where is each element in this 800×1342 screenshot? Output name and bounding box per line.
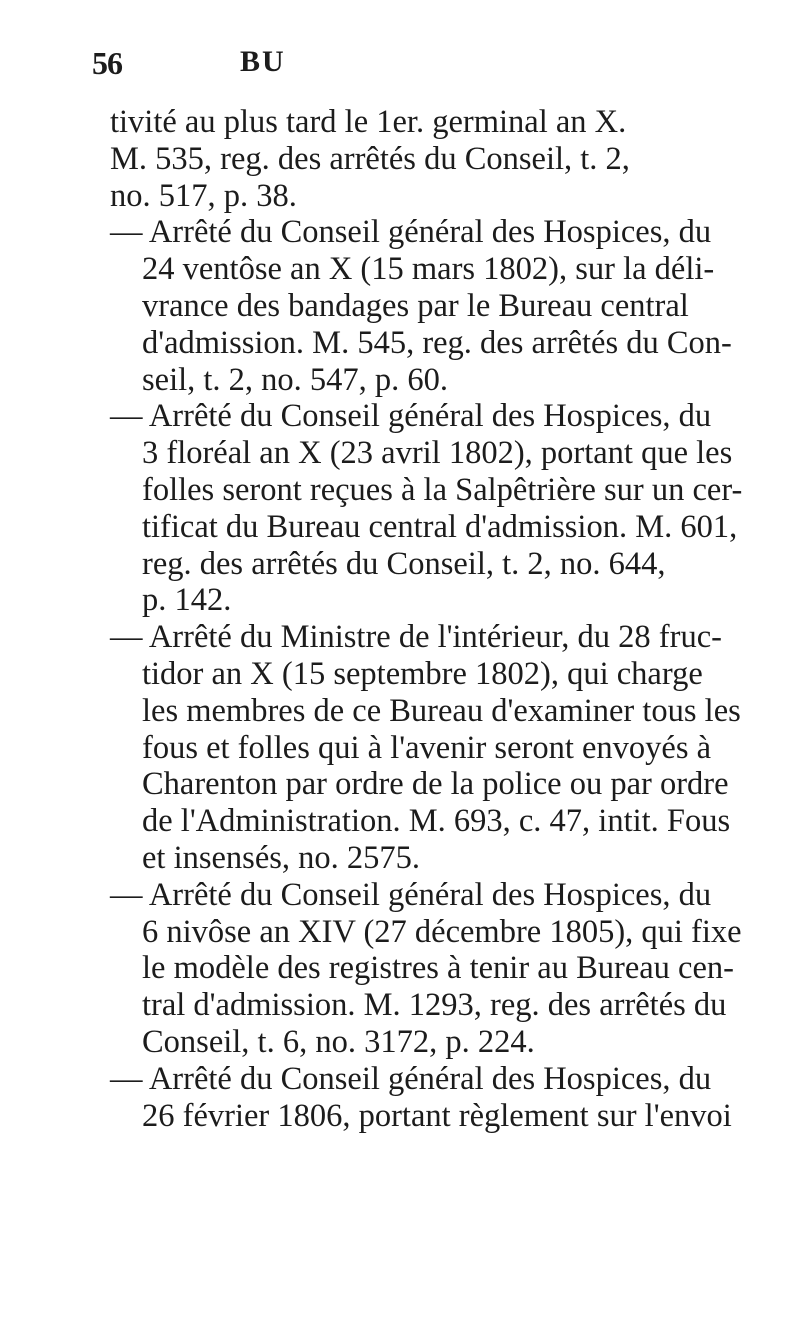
text-line: — Arrêté du Conseil général des Hospices, du [110,214,712,251]
text-line: Charenton par ordre de la police ou par ordre [142,766,729,803]
body-text [110,104,750,1134]
text-line: M. 535, reg. des arrêtés du Conseil, t. 2, [110,140,630,177]
text-line: — Arrêté du Conseil général des Hospices, du [110,398,712,435]
text-line: de l'Administration. M. 693, c. 47, intit. Fous [142,803,731,840]
text-line: tivité au plus tard le 1er. germinal an X. [110,104,627,140]
text-line: p. 142. [142,582,232,619]
text-line: 3 floréal an X (23 avril 1802), portant que les [142,435,733,472]
text-line: 26 février 1806, portant règlement sur l'envoi [142,1097,732,1134]
text-line: tificat du Bureau central d'admission. M. 601, [142,508,738,545]
text-line: — Arrêté du Ministre de l'intérieur, du 28 fruc- [110,619,722,656]
text-line: 6 nivôse an XIV (27 décembre 1805), qui fixe [142,913,742,950]
text-line: Conseil, t. 6, no. 3172, p. 224. [142,1023,535,1060]
text-line: tral d'admission. M. 1293, reg. des arrêtés du [142,987,727,1024]
text-line: le modèle des registres à tenir au Bureau cen- [142,950,734,987]
text-line: et insensés, no. 2575. [142,839,421,876]
page-number: 56 [92,45,122,81]
text-line: reg. des arrêtés du Conseil, t. 2, no. 644, [142,545,666,582]
text-line: — Arrêté du Conseil général des Hospices, du [110,1060,712,1097]
text-line: seil, t. 2, no. 547, p. 60. [142,361,449,398]
text-line: vrance des bandages par le Bureau central [142,287,689,324]
text-line: tidor an X (15 septembre 1802), qui charge [142,655,703,692]
running-head [0,45,800,85]
text-line: no. 517, p. 38. [110,177,297,214]
text-line: fous et folles qui à l'avenir seront envoyés à [142,729,712,766]
text-line: 24 ventôse an X (15 mars 1802), sur la déli- [142,251,715,288]
running-heading: BU [240,45,286,78]
text-line: folles seront reçues à la Salpêtrière sur un cer- [142,471,743,508]
text-line: d'admission. M. 545, reg. des arrêtés du Con- [142,324,732,361]
text-line: — Arrêté du Conseil général des Hospices, du [110,876,712,913]
text-line: les membres de ce Bureau d'examiner tous les [142,692,741,729]
